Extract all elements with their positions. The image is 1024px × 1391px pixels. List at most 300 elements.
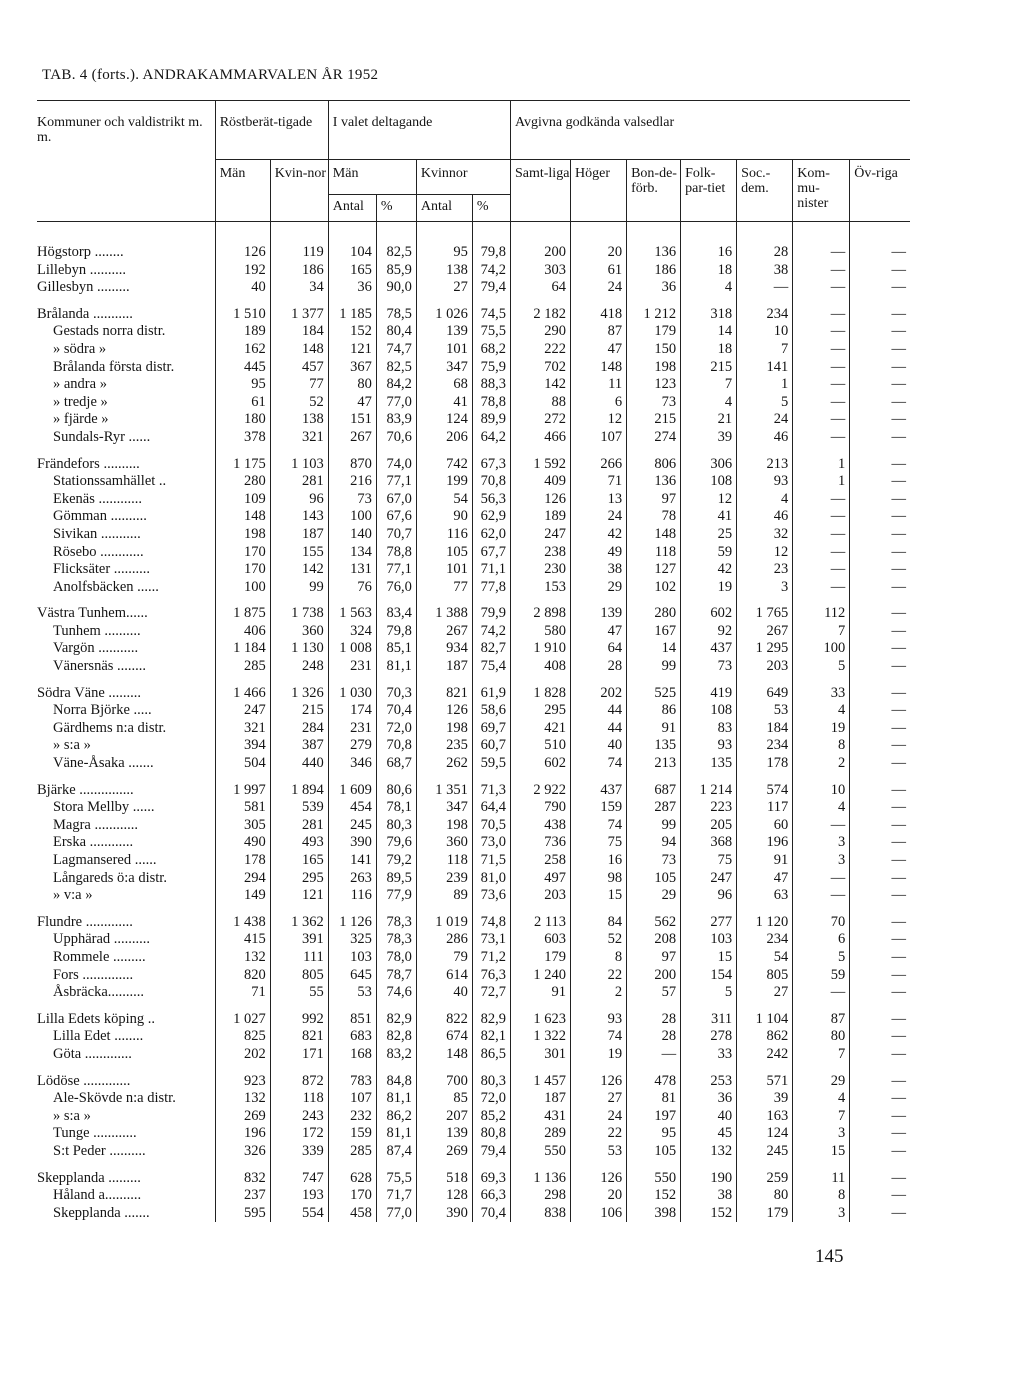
cell: 81,1 xyxy=(376,658,416,676)
cell: 131 xyxy=(328,561,376,579)
cell: 126 xyxy=(510,491,570,509)
table-row xyxy=(37,623,910,641)
row-label: » södra » xyxy=(37,341,215,359)
cell: 87 xyxy=(571,323,627,341)
cell: 232 xyxy=(328,1108,376,1126)
cell: — xyxy=(850,1108,910,1126)
table-row xyxy=(37,817,910,835)
cell: 649 xyxy=(737,676,793,703)
cell: 415 xyxy=(243,931,266,948)
cell: 73 xyxy=(681,658,737,676)
cell: 93 xyxy=(571,1002,627,1029)
cell: 80,4 xyxy=(376,323,416,341)
cell: 53 xyxy=(328,984,376,1002)
cell: 162 xyxy=(243,340,266,357)
cell: 4 xyxy=(793,1090,850,1108)
cell: 4 xyxy=(793,799,850,817)
row-label: Gestads norra distr. xyxy=(37,323,215,341)
cell: 248 xyxy=(270,658,328,676)
cell: 98 xyxy=(571,870,627,888)
cell: 614 xyxy=(416,967,472,985)
cell: 38 xyxy=(737,262,793,280)
cell: 34 xyxy=(270,279,328,297)
cell: 61 xyxy=(571,262,627,280)
cell: 61,9 xyxy=(472,676,510,703)
cell: 822 xyxy=(416,1002,472,1029)
cell: 78,3 xyxy=(376,905,416,932)
cell: 95 xyxy=(251,376,266,393)
cell: 213 xyxy=(627,755,681,773)
cell: 287 xyxy=(627,799,681,817)
cell: 148 xyxy=(627,526,681,544)
cell: 1 027 xyxy=(233,1010,266,1027)
cell: 29 xyxy=(571,579,627,597)
cell: 60,7 xyxy=(472,737,510,755)
cell: 2 xyxy=(571,984,627,1002)
cell: 77 xyxy=(416,579,472,597)
cell: 347 xyxy=(416,799,472,817)
cell: 1 130 xyxy=(270,640,328,658)
cell: 81,1 xyxy=(376,1125,416,1143)
cell: — xyxy=(850,870,910,888)
cell: 272 xyxy=(510,411,570,429)
cell: 39 xyxy=(681,429,737,447)
cell: — xyxy=(627,1046,681,1064)
cell: 458 xyxy=(328,1205,376,1223)
cell: — xyxy=(850,737,910,755)
table-row xyxy=(37,526,910,544)
table-row xyxy=(37,984,910,1002)
row-label: Göta ............. xyxy=(37,1046,215,1064)
cell: 247 xyxy=(681,870,737,888)
cell: 64 xyxy=(571,640,627,658)
cell: — xyxy=(850,623,910,641)
cell: 15 xyxy=(793,1143,850,1161)
row-label: Åsbräcka.......... xyxy=(37,984,215,1002)
cell: 1 894 xyxy=(270,773,328,800)
page-number: 145 xyxy=(815,1246,844,1267)
cell: 75,5 xyxy=(472,323,510,341)
cell: 74,5 xyxy=(472,297,510,324)
row-label: Skepplanda ......... xyxy=(37,1161,215,1188)
cell: — xyxy=(850,887,910,905)
cell: 7 xyxy=(681,376,737,394)
cell: 321 xyxy=(270,429,328,447)
cell: 59 xyxy=(681,544,737,562)
cell: 60 xyxy=(737,817,793,835)
cell: 47 xyxy=(571,341,627,359)
cell: 934 xyxy=(416,640,472,658)
cell: — xyxy=(850,1143,910,1161)
cell: 66,3 xyxy=(472,1187,510,1205)
cell: 189 xyxy=(243,323,266,340)
cell: 747 xyxy=(270,1161,328,1188)
cell: 279 xyxy=(328,737,376,755)
row-label: » s:a » xyxy=(37,1108,215,1126)
cell: 73,0 xyxy=(472,834,510,852)
cell: 54 xyxy=(416,491,472,509)
cell: 390 xyxy=(416,1205,472,1223)
cell: 70,7 xyxy=(376,526,416,544)
cell: 163 xyxy=(737,1108,793,1126)
cell: 78,5 xyxy=(376,297,416,324)
cell: 285 xyxy=(328,1143,376,1161)
table-row xyxy=(37,799,910,817)
cell: — xyxy=(850,676,910,703)
cell: 222 xyxy=(510,341,570,359)
cell: 231 xyxy=(328,720,376,738)
cell: 99 xyxy=(627,817,681,835)
cell: — xyxy=(850,1205,910,1223)
table-row xyxy=(37,394,910,412)
cell: 59,5 xyxy=(472,755,510,773)
cell: — xyxy=(850,852,910,870)
table-row xyxy=(37,376,910,394)
cell: 112 xyxy=(793,596,850,623)
cell: 118 xyxy=(416,852,472,870)
cell: 159 xyxy=(328,1125,376,1143)
cell: 12 xyxy=(737,544,793,562)
col-hoger: Höger xyxy=(571,160,627,222)
cell: 923 xyxy=(243,1072,266,1089)
cell: 1 510 xyxy=(233,305,266,322)
table-row xyxy=(37,411,910,429)
cell: 454 xyxy=(328,799,376,817)
cell: — xyxy=(850,1046,910,1064)
table-row xyxy=(37,1108,910,1126)
cell: 105 xyxy=(627,1143,681,1161)
cell: 90 xyxy=(416,508,472,526)
cell: 85 xyxy=(416,1090,472,1108)
cell: 69,3 xyxy=(472,1161,510,1188)
col-turnout-men: Män xyxy=(328,160,416,195)
cell: 437 xyxy=(681,640,737,658)
row-label: » v:a » xyxy=(37,887,215,905)
cell: — xyxy=(850,658,910,676)
cell: 118 xyxy=(270,1090,328,1108)
cell: 13 xyxy=(571,491,627,509)
cell: 466 xyxy=(510,429,570,447)
cell: — xyxy=(850,1064,910,1091)
cell: — xyxy=(850,376,910,394)
cell: 40 xyxy=(251,279,266,296)
cell: — xyxy=(850,447,910,474)
cell: 153 xyxy=(510,579,570,597)
cell: 245 xyxy=(328,817,376,835)
cell: 295 xyxy=(270,870,328,888)
cell: 199 xyxy=(416,473,472,491)
cell: 85,1 xyxy=(376,640,416,658)
cell: 418 xyxy=(571,297,627,324)
cell: 234 xyxy=(737,931,793,949)
cell: 87 xyxy=(793,1002,850,1029)
cell: 19 xyxy=(793,720,850,738)
cell: — xyxy=(850,640,910,658)
cell: — xyxy=(793,508,850,526)
cell: 298 xyxy=(510,1187,570,1205)
cell: 234 xyxy=(737,737,793,755)
table-row xyxy=(37,447,910,474)
cell: 1 438 xyxy=(233,913,266,930)
cell: 132 xyxy=(243,1090,266,1107)
cell: 2 xyxy=(793,755,850,773)
cell: — xyxy=(850,473,910,491)
row-label: Erska ............ xyxy=(37,834,215,852)
cell: 4 xyxy=(737,491,793,509)
cell: 104 xyxy=(328,222,376,262)
cell: 645 xyxy=(328,967,376,985)
cell: 339 xyxy=(270,1143,328,1161)
cell: 41 xyxy=(416,394,472,412)
table-row xyxy=(37,1205,910,1223)
cell: — xyxy=(793,887,850,905)
cell: 167 xyxy=(627,623,681,641)
row-label: Stora Mellby ...... xyxy=(37,799,215,817)
cell: 82,9 xyxy=(472,1002,510,1029)
cell: 109 xyxy=(243,490,266,507)
cell: 490 xyxy=(243,834,266,851)
cell: 74,7 xyxy=(376,341,416,359)
cell: 7 xyxy=(793,1046,850,1064)
cell: 79,6 xyxy=(376,834,416,852)
row-label: Långareds ö:a distr. xyxy=(37,870,215,888)
cell: 71,7 xyxy=(376,1187,416,1205)
table-row xyxy=(37,1028,910,1046)
cell: — xyxy=(793,411,850,429)
cell: 278 xyxy=(681,1028,737,1046)
cell: 289 xyxy=(510,1125,570,1143)
row-label: Sundals-Ryr ...... xyxy=(37,429,215,447)
cell: 1 240 xyxy=(510,967,570,985)
table-row xyxy=(37,949,910,967)
cell: 135 xyxy=(681,755,737,773)
cell: 96 xyxy=(270,491,328,509)
cell: 74,2 xyxy=(472,623,510,641)
cell: 170 xyxy=(243,561,266,578)
table-row xyxy=(37,1187,910,1205)
cell: 69,7 xyxy=(472,720,510,738)
cell: 67,6 xyxy=(376,508,416,526)
cell: 253 xyxy=(681,1064,737,1091)
cell: 14 xyxy=(627,640,681,658)
cell: — xyxy=(737,279,793,297)
cell: 862 xyxy=(737,1028,793,1046)
cell: 525 xyxy=(627,676,681,703)
cell: 6 xyxy=(793,931,850,949)
col-women-antal: Antal xyxy=(416,195,472,222)
cell: 10 xyxy=(737,323,793,341)
cell: 80,3 xyxy=(472,1064,510,1091)
cell: 74,2 xyxy=(472,262,510,280)
cell: 93 xyxy=(681,737,737,755)
cell: — xyxy=(850,323,910,341)
cell: 205 xyxy=(681,817,737,835)
cell: 107 xyxy=(571,429,627,447)
cell: 269 xyxy=(416,1143,472,1161)
cell: 1 765 xyxy=(737,596,793,623)
row-label: Skepplanda ....... xyxy=(37,1205,215,1223)
cell: 277 xyxy=(681,905,737,932)
cell: 539 xyxy=(270,799,328,817)
cell: 74,6 xyxy=(376,984,416,1002)
row-label: Lilla Edet ........ xyxy=(37,1028,215,1046)
cell: 408 xyxy=(510,658,570,676)
cell: 290 xyxy=(510,323,570,341)
cell: 87,4 xyxy=(376,1143,416,1161)
row-label: Gömman .......... xyxy=(37,508,215,526)
table-row xyxy=(37,852,910,870)
cell: 242 xyxy=(737,1046,793,1064)
table-row xyxy=(37,491,910,509)
cell: 870 xyxy=(328,447,376,474)
eligible-header: Röstberät-tigade xyxy=(215,101,328,160)
cell: 155 xyxy=(270,544,328,562)
row-label: Upphärad .......... xyxy=(37,931,215,949)
cell: 18 xyxy=(681,341,737,359)
cell: 1 xyxy=(737,376,793,394)
cell: 457 xyxy=(270,359,328,377)
col-bonde: Bon-de-förb. xyxy=(627,160,681,222)
cell: 64 xyxy=(510,279,570,297)
cell: 1 326 xyxy=(270,676,328,703)
cell: — xyxy=(850,1002,910,1029)
cell: 154 xyxy=(681,967,737,985)
cell: 247 xyxy=(510,526,570,544)
cell: 70,4 xyxy=(376,702,416,720)
cell: 321 xyxy=(243,719,266,736)
row-label: Tunhem .......... xyxy=(37,623,215,641)
cell: 24 xyxy=(571,1108,627,1126)
cell: 574 xyxy=(737,773,793,800)
table-row xyxy=(37,544,910,562)
row-label: Sivikan ........... xyxy=(37,526,215,544)
cell: 71,2 xyxy=(472,949,510,967)
cell: 1 295 xyxy=(737,640,793,658)
cell: 736 xyxy=(510,834,570,852)
cell: 805 xyxy=(737,967,793,985)
cell: 742 xyxy=(416,447,472,474)
cell: — xyxy=(850,262,910,280)
cell: 262 xyxy=(416,755,472,773)
cell: 390 xyxy=(328,834,376,852)
cell: 19 xyxy=(571,1046,627,1064)
table-row xyxy=(37,870,910,888)
row-label: Fors .............. xyxy=(37,967,215,985)
cell: 38 xyxy=(681,1187,737,1205)
cell: 281 xyxy=(270,817,328,835)
row-label: Bjärke ............... xyxy=(37,773,215,800)
cell: 24 xyxy=(571,508,627,526)
cell: 168 xyxy=(328,1046,376,1064)
cell: 1 388 xyxy=(416,596,472,623)
cell: 44 xyxy=(571,702,627,720)
cell: 198 xyxy=(416,720,472,738)
cell: 91 xyxy=(510,984,570,1002)
col-soc: Soc.-dem. xyxy=(737,160,793,222)
cell: 94 xyxy=(627,834,681,852)
cell: 80,3 xyxy=(376,817,416,835)
cell: — xyxy=(793,870,850,888)
cell: 71,3 xyxy=(472,773,510,800)
cell: 73 xyxy=(627,852,681,870)
cell: 12 xyxy=(571,411,627,429)
cell: 7 xyxy=(793,1108,850,1126)
cell: 41 xyxy=(681,508,737,526)
table-row xyxy=(37,905,910,932)
cell: 280 xyxy=(243,473,266,490)
col-women-pct: % xyxy=(472,195,510,222)
cell: — xyxy=(850,579,910,597)
cell: 142 xyxy=(270,561,328,579)
table-row xyxy=(37,341,910,359)
cell: 258 xyxy=(510,852,570,870)
election-table xyxy=(37,100,910,1222)
cell: 306 xyxy=(681,447,737,474)
cell: 88,3 xyxy=(472,376,510,394)
cell: 3 xyxy=(737,579,793,597)
cell: — xyxy=(850,905,910,932)
cell: 73 xyxy=(328,491,376,509)
cell: 97 xyxy=(627,949,681,967)
cell: 45 xyxy=(681,1125,737,1143)
cell: 85,9 xyxy=(376,262,416,280)
cell: 683 xyxy=(328,1028,376,1046)
cell: 1 175 xyxy=(233,455,266,472)
cell: 83 xyxy=(681,720,737,738)
cell: 245 xyxy=(737,1143,793,1161)
col-ovr: Öv-riga xyxy=(850,160,910,222)
cell: 24 xyxy=(737,411,793,429)
cell: 1 212 xyxy=(627,297,681,324)
cell: 179 xyxy=(627,323,681,341)
cell: 52 xyxy=(270,394,328,412)
cell: 14 xyxy=(681,323,737,341)
cell: 143 xyxy=(270,508,328,526)
cell: 702 xyxy=(510,359,570,377)
cell: 5 xyxy=(793,658,850,676)
row-label: S:t Peder .......... xyxy=(37,1143,215,1161)
cell: 206 xyxy=(416,429,472,447)
cell: 6 xyxy=(571,394,627,412)
cell: 445 xyxy=(243,358,266,375)
row-label: Brålanda första distr. xyxy=(37,359,215,377)
cell: 56,3 xyxy=(472,491,510,509)
cell: 394 xyxy=(243,737,266,754)
stub-header: Kommuner och valdistrikt m. m. xyxy=(37,101,215,222)
cell: — xyxy=(850,561,910,579)
cell: 73 xyxy=(627,394,681,412)
table-row xyxy=(37,222,910,262)
cell: 80 xyxy=(793,1028,850,1046)
cell: 86,5 xyxy=(472,1046,510,1064)
cell: 140 xyxy=(328,526,376,544)
cell: — xyxy=(850,411,910,429)
cell: 603 xyxy=(510,931,570,949)
cell: 83,2 xyxy=(376,1046,416,1064)
cell: 267 xyxy=(416,623,472,641)
cell: 54 xyxy=(737,949,793,967)
cell: 141 xyxy=(737,359,793,377)
cell: 20 xyxy=(571,1187,627,1205)
cell: 202 xyxy=(243,1045,266,1062)
cell: 80,6 xyxy=(376,773,416,800)
cell: 91 xyxy=(737,852,793,870)
cell: 47 xyxy=(571,623,627,641)
cell: 266 xyxy=(571,447,627,474)
col-folk: Folk-par-tiet xyxy=(681,160,737,222)
cell: 72,7 xyxy=(472,984,510,1002)
cell: 79,8 xyxy=(376,623,416,641)
